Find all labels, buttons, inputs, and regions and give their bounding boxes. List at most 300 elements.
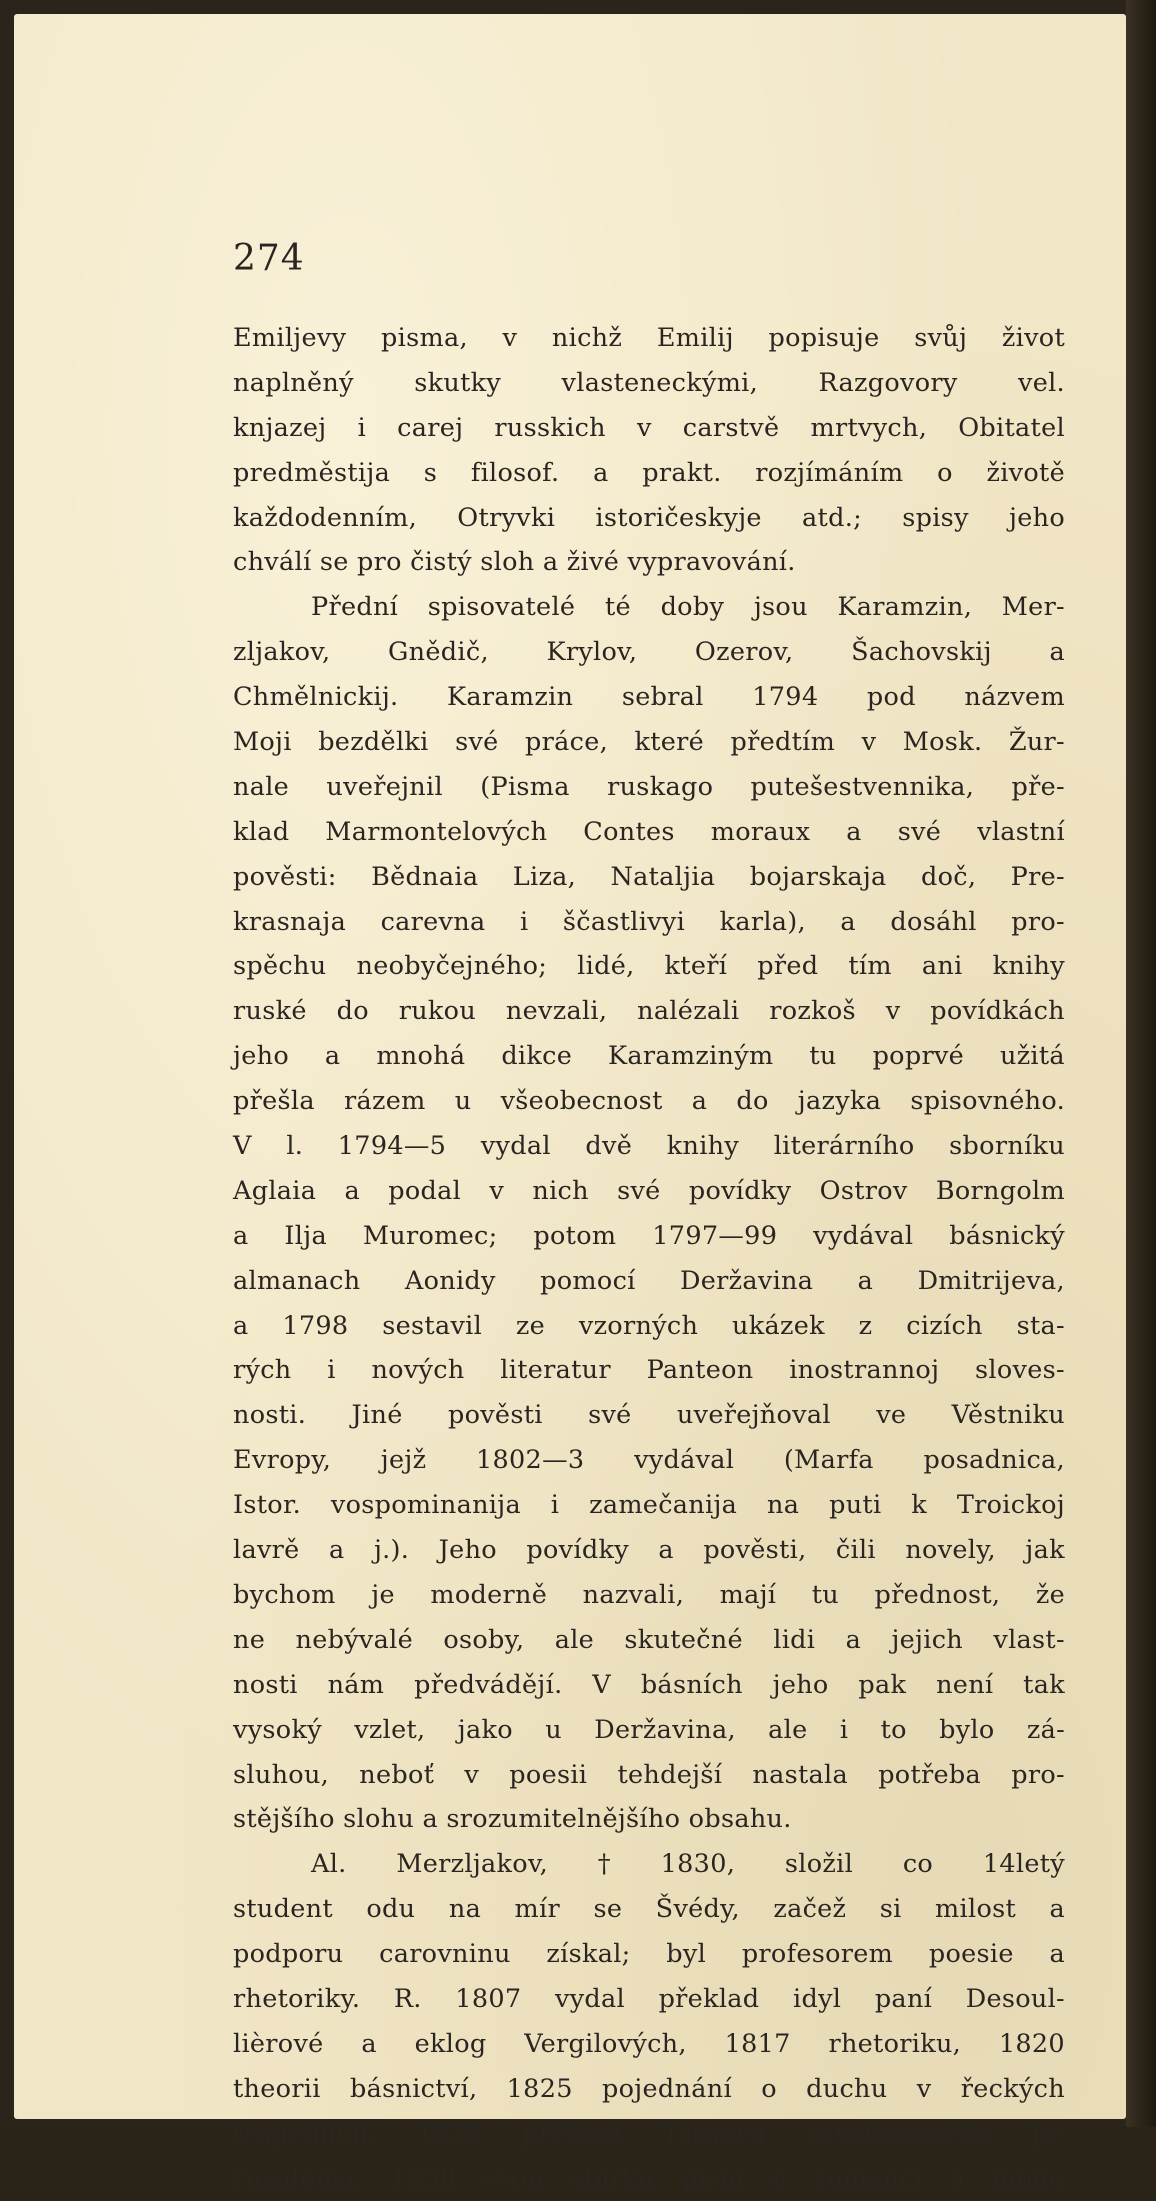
word: u bbox=[545, 1714, 562, 1745]
word: dosáhl bbox=[890, 906, 977, 937]
text-line bbox=[233, 451, 1065, 496]
text-line bbox=[233, 1753, 1065, 1798]
word: Karamziným bbox=[608, 1041, 774, 1072]
text-line bbox=[233, 1932, 1065, 1977]
word: ščastlivyi bbox=[562, 906, 686, 937]
word: skutky bbox=[414, 367, 502, 398]
word: rhetoriky. bbox=[233, 1983, 361, 2014]
word: uveřejnil bbox=[326, 771, 443, 802]
word: moderně bbox=[430, 1579, 548, 1610]
word: 1817 bbox=[724, 2028, 791, 2059]
word: lidi bbox=[773, 1624, 816, 1655]
word: Věstniku bbox=[951, 1400, 1065, 1431]
text-line bbox=[233, 1573, 1065, 1618]
word: 1825 bbox=[506, 2073, 573, 2104]
word: a bbox=[771, 2163, 788, 2194]
word: spěchu bbox=[233, 951, 327, 982]
word: kteří bbox=[664, 951, 728, 982]
word: v bbox=[861, 727, 877, 758]
text-line: chválí se pro čistý sloh a živé vypravování. bbox=[233, 547, 796, 578]
word: rusalema, bbox=[233, 2163, 364, 2194]
word: nosti bbox=[233, 1669, 298, 1700]
word: popisuje bbox=[768, 323, 880, 353]
word: neboť bbox=[359, 1759, 435, 1790]
text-line: stějšího slohu a srozumitelnějšího obsahu. bbox=[233, 1804, 792, 1835]
word: co bbox=[902, 1849, 934, 1880]
word: užitá bbox=[999, 1041, 1065, 1072]
text-line bbox=[233, 1124, 1065, 1169]
text-line bbox=[233, 989, 1065, 1034]
word: básních bbox=[640, 1669, 743, 1700]
word: do bbox=[736, 1086, 769, 1117]
word: Je- bbox=[1030, 2118, 1065, 2149]
word: pověsti, bbox=[703, 1535, 807, 1566]
word: není bbox=[936, 1669, 994, 1700]
word: k bbox=[911, 1490, 928, 1521]
word: a bbox=[344, 1175, 361, 1206]
word: že bbox=[1035, 1579, 1065, 1610]
word: a bbox=[233, 1310, 249, 1341]
text-line bbox=[233, 406, 1065, 451]
word: jejich bbox=[891, 1624, 964, 1655]
text-line bbox=[233, 630, 1065, 675]
word: a bbox=[1049, 1939, 1065, 1970]
word: (Pisma bbox=[480, 771, 570, 802]
word: v bbox=[502, 323, 518, 353]
word: Al. bbox=[311, 1849, 347, 1880]
word: cizích bbox=[906, 1310, 983, 1341]
word: přešla bbox=[233, 1086, 315, 1117]
word: pisma, bbox=[381, 323, 468, 353]
word: inostrannoj bbox=[789, 1355, 940, 1386]
word: nalézali bbox=[637, 996, 740, 1027]
word: sestavil bbox=[382, 1310, 483, 1341]
word: sborníku bbox=[949, 1131, 1065, 1162]
word: posadnica, bbox=[923, 1445, 1065, 1476]
word: svou bbox=[483, 2163, 544, 2194]
word: poprvé bbox=[872, 1041, 965, 1072]
word: nastala bbox=[752, 1759, 848, 1790]
word: nových bbox=[371, 1355, 465, 1386]
word: osoby, bbox=[443, 1624, 525, 1655]
word: knihy bbox=[992, 951, 1065, 982]
word: osvobozeného bbox=[805, 2118, 991, 2149]
word: Přední bbox=[311, 592, 399, 623]
word: řeckých bbox=[960, 2073, 1065, 2104]
word: čili bbox=[835, 1535, 876, 1566]
word: mrtvych, bbox=[810, 412, 928, 443]
word: jeho bbox=[772, 1669, 829, 1700]
word: tragediích, bbox=[233, 2118, 377, 2149]
word: jak bbox=[1025, 1535, 1065, 1566]
word: ukázek bbox=[732, 1310, 825, 1341]
word: všeobecnost bbox=[500, 1086, 663, 1117]
word: sbírku bbox=[570, 2163, 655, 2194]
word: Karamzin, bbox=[837, 592, 973, 623]
word: istoričeskyje bbox=[595, 502, 762, 533]
word: 1794 bbox=[752, 682, 819, 713]
word: Jeho bbox=[438, 1535, 497, 1566]
word: Contes bbox=[583, 816, 675, 847]
word: a bbox=[840, 906, 856, 937]
word: literatur bbox=[500, 1355, 611, 1386]
word: spisovatelé bbox=[427, 592, 576, 623]
word: almanach bbox=[233, 1265, 361, 1296]
text-line bbox=[233, 1214, 1065, 1259]
word: Tassova bbox=[662, 2118, 766, 2149]
word: Švédy, bbox=[655, 1894, 740, 1925]
word: Bědnaia bbox=[371, 861, 479, 892]
word: s bbox=[423, 457, 438, 488]
word: a bbox=[361, 2028, 377, 2059]
text-line bbox=[233, 1438, 1065, 1483]
word: Pre- bbox=[1010, 861, 1065, 892]
word: získal; bbox=[546, 1939, 631, 1970]
word: 1807 bbox=[455, 1983, 522, 2014]
word: lièrové bbox=[233, 2028, 324, 2059]
word: ruskago bbox=[607, 771, 714, 802]
word: 1794—5 bbox=[337, 1131, 447, 1162]
word: lidé, bbox=[577, 951, 635, 982]
text-line bbox=[233, 2022, 1065, 2067]
word: Troickoj bbox=[956, 1490, 1065, 1521]
word: Vergilových, bbox=[524, 2028, 687, 2059]
word: Panteon bbox=[646, 1355, 754, 1386]
word: doč, bbox=[920, 861, 977, 892]
word: klad bbox=[233, 816, 290, 847]
word: potřeba bbox=[878, 1759, 982, 1790]
word: filosof. bbox=[470, 457, 560, 488]
word: mnohá bbox=[376, 1041, 466, 1072]
word: pro- bbox=[1011, 1759, 1065, 1790]
word: Deržavina bbox=[680, 1265, 814, 1296]
word: Aglaia bbox=[233, 1175, 317, 1206]
word: složil bbox=[784, 1849, 854, 1880]
text-line bbox=[233, 1708, 1065, 1753]
word: se bbox=[593, 1894, 623, 1925]
word: Emiljevy bbox=[233, 323, 347, 353]
word: Žur- bbox=[1008, 727, 1065, 758]
word: vlast- bbox=[993, 1624, 1065, 1655]
word: doby bbox=[660, 592, 725, 623]
word: před bbox=[757, 951, 819, 982]
word: i bbox=[839, 1714, 849, 1745]
word: i bbox=[550, 1490, 560, 1521]
word: mimo bbox=[991, 2163, 1065, 2194]
word: pověsti bbox=[447, 1400, 543, 1431]
word: přednost, bbox=[874, 1579, 1001, 1610]
word: a bbox=[949, 2163, 965, 2194]
word: Obitatel bbox=[958, 412, 1065, 443]
text-line bbox=[233, 1483, 1065, 1528]
word: nich bbox=[532, 1175, 589, 1206]
text-line bbox=[233, 2112, 1065, 2157]
word: ale bbox=[768, 1714, 808, 1745]
word: carevna bbox=[380, 906, 486, 937]
text-line bbox=[233, 1304, 1065, 1349]
word: 1828 bbox=[416, 2118, 483, 2149]
word: Deržavina, bbox=[594, 1714, 736, 1745]
word: a bbox=[857, 1265, 874, 1296]
word: Mosk. bbox=[902, 727, 983, 758]
text-line bbox=[233, 1348, 1065, 1393]
word: pověsti: bbox=[233, 861, 337, 892]
word: a bbox=[846, 816, 862, 847]
text-line bbox=[233, 1842, 1065, 1887]
word: poesie bbox=[928, 1939, 1014, 1970]
word: Istor. bbox=[233, 1490, 302, 1521]
word: i bbox=[327, 1355, 336, 1386]
word: Muromec; bbox=[362, 1220, 498, 1251]
word: básnický bbox=[949, 1220, 1065, 1251]
word: povídky bbox=[526, 1535, 629, 1566]
word: své bbox=[588, 1400, 632, 1431]
word: překlad bbox=[658, 1983, 760, 2014]
word: povídky bbox=[688, 1175, 792, 1206]
word: své bbox=[455, 727, 499, 758]
page-number: 274 bbox=[233, 238, 305, 279]
word: Gnědič, bbox=[388, 637, 489, 668]
word: Chmělnickij. bbox=[233, 682, 399, 713]
word: v bbox=[636, 412, 652, 443]
word: moraux bbox=[710, 816, 811, 847]
word: vydával bbox=[634, 1445, 735, 1476]
word: ne bbox=[233, 1624, 266, 1655]
word: skutečné bbox=[624, 1624, 743, 1655]
word: zá- bbox=[1026, 1714, 1065, 1745]
word: i bbox=[357, 412, 367, 443]
word: Mer- bbox=[1001, 592, 1065, 623]
word: i bbox=[519, 906, 529, 937]
word: (Marfa bbox=[783, 1445, 874, 1476]
word: do bbox=[336, 996, 369, 1027]
word: R. bbox=[393, 1983, 422, 2014]
word: a bbox=[691, 1086, 708, 1117]
text-line bbox=[233, 944, 1065, 989]
word: vzlet, bbox=[354, 1714, 426, 1745]
word: své bbox=[897, 816, 942, 847]
word: theorii bbox=[233, 2073, 321, 2104]
text-line bbox=[233, 900, 1065, 945]
word: sloves- bbox=[975, 1355, 1065, 1386]
text-line bbox=[233, 855, 1065, 900]
word: Dmitrijeva, bbox=[917, 1265, 1065, 1296]
word: dikce bbox=[501, 1041, 573, 1072]
word: předvádějí. bbox=[414, 1669, 563, 1700]
word: V bbox=[592, 1669, 612, 1700]
word: rukou bbox=[398, 996, 477, 1027]
word: si bbox=[879, 1894, 902, 1925]
word: tu bbox=[809, 1041, 837, 1072]
word: Razgovory bbox=[818, 367, 958, 398]
word: nebývalé bbox=[295, 1624, 413, 1655]
word: podal bbox=[388, 1175, 462, 1206]
word: Krylov, bbox=[546, 637, 638, 668]
word: v bbox=[916, 2073, 932, 2104]
word: eklog bbox=[414, 2028, 487, 2059]
word: krasnaja bbox=[233, 906, 347, 937]
word: karla), bbox=[719, 906, 806, 937]
word: romancí bbox=[814, 2163, 923, 2194]
text-line bbox=[233, 720, 1065, 765]
text-line bbox=[233, 810, 1065, 855]
word: tu bbox=[811, 1579, 840, 1610]
word: novely, bbox=[905, 1535, 996, 1566]
word: bezdělki bbox=[318, 727, 429, 758]
word: rozjímáním bbox=[755, 457, 904, 488]
word: a bbox=[1049, 637, 1065, 668]
text-line bbox=[233, 1663, 1065, 1708]
word: jako bbox=[457, 1714, 513, 1745]
word: Evropy, bbox=[233, 1445, 332, 1476]
page-edge-shadow bbox=[1126, 0, 1156, 2127]
word: nichž bbox=[551, 323, 623, 353]
word: l. bbox=[286, 1131, 304, 1162]
word: sebral bbox=[621, 682, 704, 713]
word: 14letý bbox=[982, 1849, 1065, 1880]
word: je bbox=[371, 1579, 395, 1610]
word: pro- bbox=[1011, 906, 1065, 937]
word: jejž bbox=[380, 1445, 427, 1476]
word: jeho bbox=[1009, 502, 1065, 533]
word: mají bbox=[719, 1579, 777, 1610]
word: a bbox=[845, 1624, 862, 1655]
word: bylo bbox=[939, 1714, 995, 1745]
word: nosti. bbox=[233, 1400, 307, 1431]
word: carovninu bbox=[379, 1939, 511, 1970]
word: život bbox=[1001, 323, 1065, 353]
word: odu bbox=[366, 1894, 416, 1925]
body-text bbox=[233, 316, 1065, 2201]
word: carej bbox=[397, 412, 464, 443]
word: překlad bbox=[521, 2118, 623, 2149]
word: Šachovskij bbox=[851, 637, 992, 668]
word: a bbox=[328, 1535, 345, 1566]
word: Desoul- bbox=[965, 1983, 1065, 2014]
word: 1797—99 bbox=[652, 1220, 778, 1251]
word: předtím bbox=[730, 727, 836, 758]
word: ale bbox=[554, 1624, 595, 1655]
text-line bbox=[233, 1034, 1065, 1079]
word: Otryvki bbox=[457, 502, 556, 533]
word: na bbox=[767, 1490, 800, 1521]
word: nevzali, bbox=[505, 996, 608, 1027]
word: vydal bbox=[554, 1983, 625, 2014]
word: životě bbox=[986, 457, 1065, 488]
word: neobyčejného; bbox=[356, 951, 548, 982]
word: spisy bbox=[902, 502, 969, 533]
word: své bbox=[617, 1175, 661, 1206]
text-line bbox=[233, 316, 1065, 361]
word: té bbox=[604, 592, 631, 623]
text-line bbox=[233, 496, 1065, 541]
word: ve bbox=[876, 1400, 907, 1431]
word: a bbox=[233, 1220, 249, 1251]
word: o bbox=[937, 457, 953, 488]
word: to bbox=[880, 1714, 907, 1745]
word: 1820 bbox=[998, 2028, 1065, 2059]
word: profesorem bbox=[741, 1939, 894, 1970]
word: lavrě bbox=[233, 1535, 300, 1566]
word: písní bbox=[681, 2163, 745, 2194]
word: Ozerov, bbox=[694, 637, 794, 668]
word: nazvali, bbox=[582, 1579, 685, 1610]
word: jeho bbox=[233, 1041, 289, 1072]
word: ani bbox=[921, 951, 963, 982]
word: predměstija bbox=[233, 457, 391, 488]
word: prakt. bbox=[642, 457, 722, 488]
word: naplněný bbox=[233, 367, 354, 398]
word: poesii bbox=[509, 1759, 588, 1790]
word: tehdejší bbox=[617, 1759, 723, 1790]
word: mír bbox=[514, 1894, 560, 1925]
word: carstvě bbox=[682, 412, 780, 443]
word: ze bbox=[515, 1310, 546, 1341]
word: názvem bbox=[964, 682, 1065, 713]
text-line bbox=[233, 1079, 1065, 1124]
word: povídkách bbox=[930, 996, 1065, 1027]
word: a bbox=[658, 1535, 674, 1566]
text-line bbox=[233, 2067, 1065, 2112]
word: Jiné bbox=[351, 1400, 403, 1431]
word: vlasteneckými, bbox=[561, 367, 759, 398]
word: sluhou, bbox=[233, 1759, 330, 1790]
word: duchu bbox=[806, 2073, 888, 2104]
word: vydal bbox=[480, 1131, 551, 1162]
word: nám bbox=[327, 1669, 385, 1700]
word: pojednání bbox=[602, 2073, 732, 2104]
word: tím bbox=[848, 951, 892, 982]
word: Ostrov bbox=[819, 1175, 908, 1206]
text-line bbox=[233, 1259, 1065, 1304]
word: uveřejňoval bbox=[676, 1400, 831, 1431]
text-line bbox=[233, 2157, 1065, 2201]
word: Borngolm bbox=[935, 1175, 1065, 1206]
word: vlastní bbox=[977, 816, 1065, 847]
word: rázem bbox=[343, 1086, 426, 1117]
word: byl bbox=[666, 1939, 707, 1970]
word: a bbox=[593, 457, 609, 488]
word: idyl bbox=[792, 1983, 842, 2014]
word: pře- bbox=[1011, 771, 1065, 802]
word: nale bbox=[233, 771, 290, 802]
word: russkich bbox=[494, 412, 606, 443]
word: Karamzin bbox=[447, 682, 574, 713]
word: a bbox=[324, 1041, 341, 1072]
word: práce, bbox=[525, 727, 609, 758]
word: putešestvennika, bbox=[750, 771, 975, 802]
word: o bbox=[761, 2073, 777, 2104]
word: tak bbox=[1023, 1669, 1065, 1700]
word: Liza, bbox=[512, 861, 577, 892]
word: zamečanija bbox=[589, 1490, 738, 1521]
word: jsou bbox=[753, 592, 808, 623]
word: Marmontelových bbox=[325, 816, 548, 847]
word: básnictví, bbox=[349, 2073, 478, 2104]
word: V bbox=[233, 1131, 252, 1162]
word: rých bbox=[233, 1355, 292, 1386]
word: Moji bbox=[233, 727, 292, 758]
word: podporu bbox=[233, 1939, 344, 1970]
text-line bbox=[233, 361, 1065, 406]
word: j.). bbox=[373, 1535, 410, 1566]
word: Aonidy bbox=[404, 1265, 496, 1296]
word: z bbox=[858, 1310, 873, 1341]
word: spisovného. bbox=[910, 1086, 1065, 1117]
text-line bbox=[233, 675, 1065, 720]
word: vospominanija bbox=[330, 1490, 521, 1521]
word: vydával bbox=[813, 1220, 914, 1251]
